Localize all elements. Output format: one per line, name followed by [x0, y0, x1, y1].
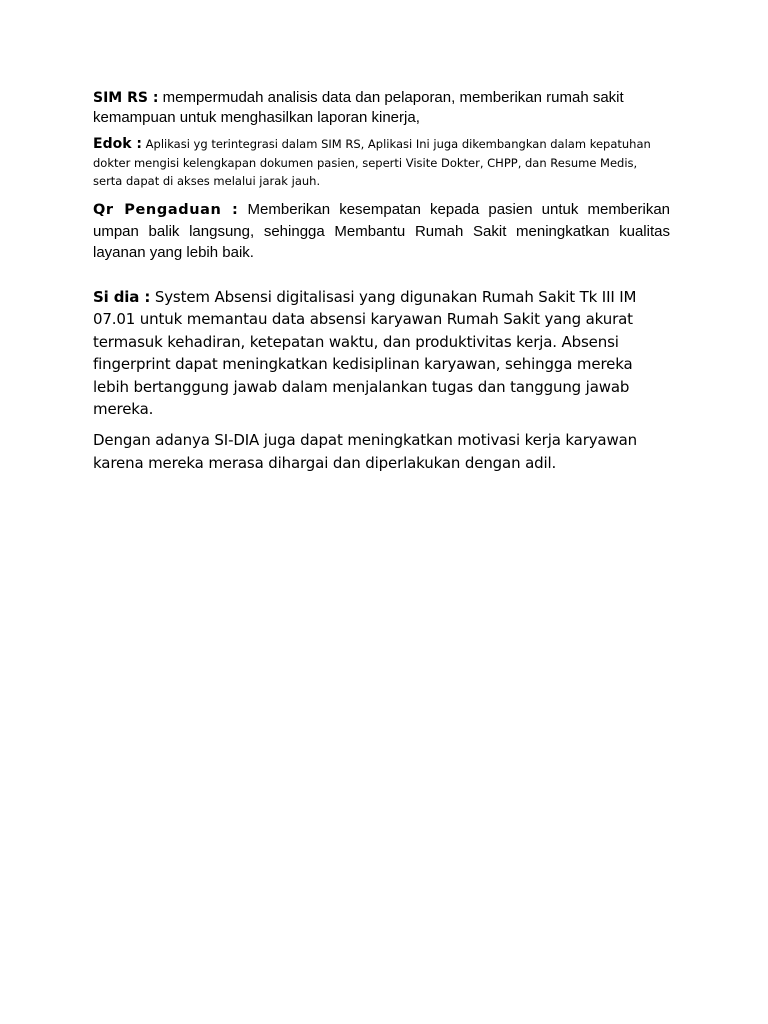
term-si-dia: Si dia :: [93, 287, 151, 306]
paragraph-sim-rs: [93, 88, 670, 127]
paragraph-dengan-adanya: Dengan adanya SI-DIA juga dapat meningkatkan motivasi kerja karyawan karena mereka merasa dihargai dan diperlakukan dengan adil.: [93, 431, 637, 472]
paragraph-edok: [93, 135, 670, 191]
paragraph-qr-pengaduan: [93, 199, 670, 263]
term-sim-rs: SIM RS :: [93, 90, 159, 106]
paragraph-si-dia: [93, 286, 670, 422]
description-edok: Aplikasi yg terintegrasi dalam SIM RS, Aplikasi Ini juga dikembangkan dalam kepatuhan dokter mengisi kelengkapan dokumen pasien, seperti Visite Dokter, CHPP, dan Resume Medis, serta dapat di akses melalui jarak jauh.: [93, 137, 651, 188]
description-si-dia: System Absensi digitalisasi yang digunakan Rumah Sakit Tk III IM 07.01 untuk memantau data absensi karyawan Rumah Sakit yang akurat termasuk kehadiran, ketepatan waktu, dan produktivitas kerja. Absensi fingerprint dapat meningkatkan kedisiplinan karyawan, sehingga mereka lebih bertanggung jawab dalam menjalankan tugas dan tanggung jawab mereka.: [93, 287, 637, 419]
term-qr-pengaduan: Qr Pengaduan :: [93, 201, 239, 218]
description-sim-rs: mempermudah analisis data dan pelaporan, memberikan rumah sakit kemampuan untuk menghasilkan laporan kinerja,: [93, 89, 624, 126]
term-edok: Edok :: [93, 136, 142, 152]
document-page: [93, 88, 670, 474]
description-qr-pengaduan: Memberikan kesempatan kepada pasien untuk memberikan umpan balik langsung, sehingga Membantu Rumah Sakit meningkatkan kualitas layanan yang lebih baik.: [93, 200, 671, 261]
